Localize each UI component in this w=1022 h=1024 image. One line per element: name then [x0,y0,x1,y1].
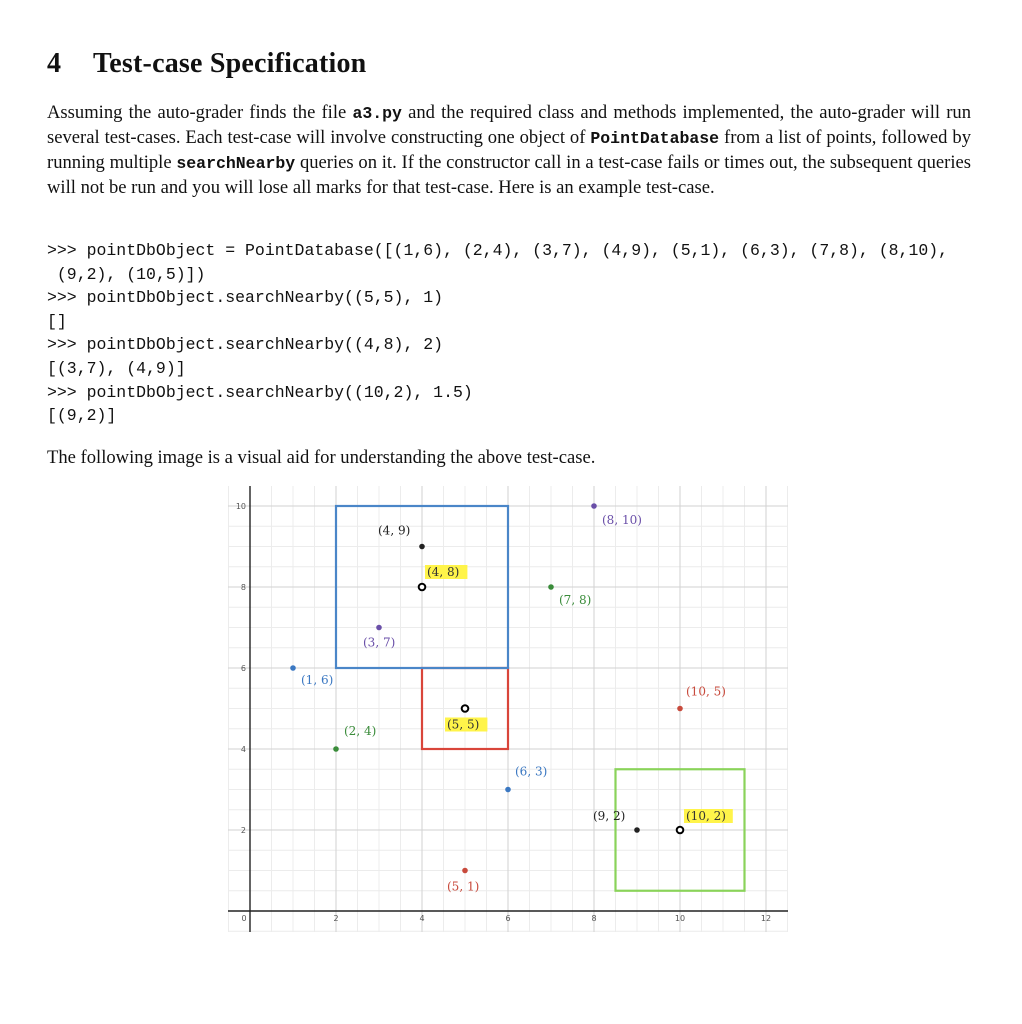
code-line: (9,2), (10,5)]) [47,264,206,284]
class-name: PointDatabase [590,129,720,148]
x-tick-label: 4 [419,914,425,923]
data-point-label: (3, 7) [363,635,396,650]
x-tick-label: 0 [241,914,247,923]
file-name: a3.py [352,104,402,123]
visual-aid-plot [228,486,788,932]
intro-text-4: queries on it. If the constructor call in a test-case fails or times out, the subsequent queries will not be run and you will lose all marks for that test-case. Here is an example test-case. [47,152,971,198]
intro-text-1: Assuming the auto-grader finds the file [47,102,353,123]
intro-paragraph [47,101,971,200]
code-line: [(3,7), (4,9)] [47,358,186,378]
code-line: [] [47,311,67,331]
query-point [677,827,684,834]
data-point-label: (1, 6) [301,673,334,687]
section-title: Test-case Specification [93,48,367,79]
data-point [333,746,339,752]
query-point-label: (5, 5) [447,717,480,732]
query-point-label: (4, 8) [427,565,460,579]
data-point-label: (10, 5) [686,684,726,699]
x-tick-label: 12 [760,914,772,923]
data-point [548,584,554,590]
data-point [677,706,683,712]
data-point [376,625,382,631]
data-point-label: (8, 10) [602,513,642,527]
data-point-label: (5, 1) [447,879,480,894]
figure-caption: The following image is a visual aid for understanding the above test-case. [47,447,596,468]
data-point-label: (9, 2) [593,809,626,823]
data-point [419,544,425,550]
x-tick-label: 6 [505,914,511,923]
section-number: 4 [47,48,62,79]
intro-text-2: and the required class and methods implemented, the auto-grader will run several test-cases. Each test-case will involve constructing one object of [47,102,971,148]
data-point [591,503,597,509]
query-point-label: (10, 2) [686,809,726,823]
y-tick-label: 2 [240,826,246,835]
x-tick-label: 8 [591,914,597,923]
data-point-label: (6, 3) [515,764,548,779]
data-point [462,868,468,874]
x-tick-label: 10 [674,914,686,923]
y-tick-label: 10 [235,502,246,511]
query-point [419,584,426,591]
code-line: [(9,2)] [47,406,117,426]
data-point [634,827,640,833]
code-line: >>> pointDbObject.searchNearby((10,2), 1.5) [47,382,473,402]
y-tick-label: 8 [240,583,246,592]
section-heading [47,48,366,80]
plot-svg [228,486,788,932]
y-tick-label: 4 [240,745,246,754]
code-line: >>> pointDbObject = PointDatabase([(1,6), (2,4), (3,7), (4,9), (5,1), (6,3), (7,8), (8,10), [47,241,949,260]
data-point [505,787,511,793]
code-line: >>> pointDbObject.searchNearby((4,8), 2) [47,335,444,355]
code-example [47,239,997,428]
y-tick-label: 6 [240,664,246,673]
data-point [290,665,296,671]
intro-text-3: from a list of points, followed by running multiple [47,127,971,173]
data-point-label: (4, 9) [378,523,411,538]
code-line: >>> pointDbObject.searchNearby((5,5), 1) [47,288,444,308]
x-tick-label: 2 [333,914,339,923]
query-point [462,705,469,712]
data-point-label: (7, 8) [559,593,592,607]
method-name: searchNearby [176,154,296,173]
data-point-label: (2, 4) [344,724,377,738]
